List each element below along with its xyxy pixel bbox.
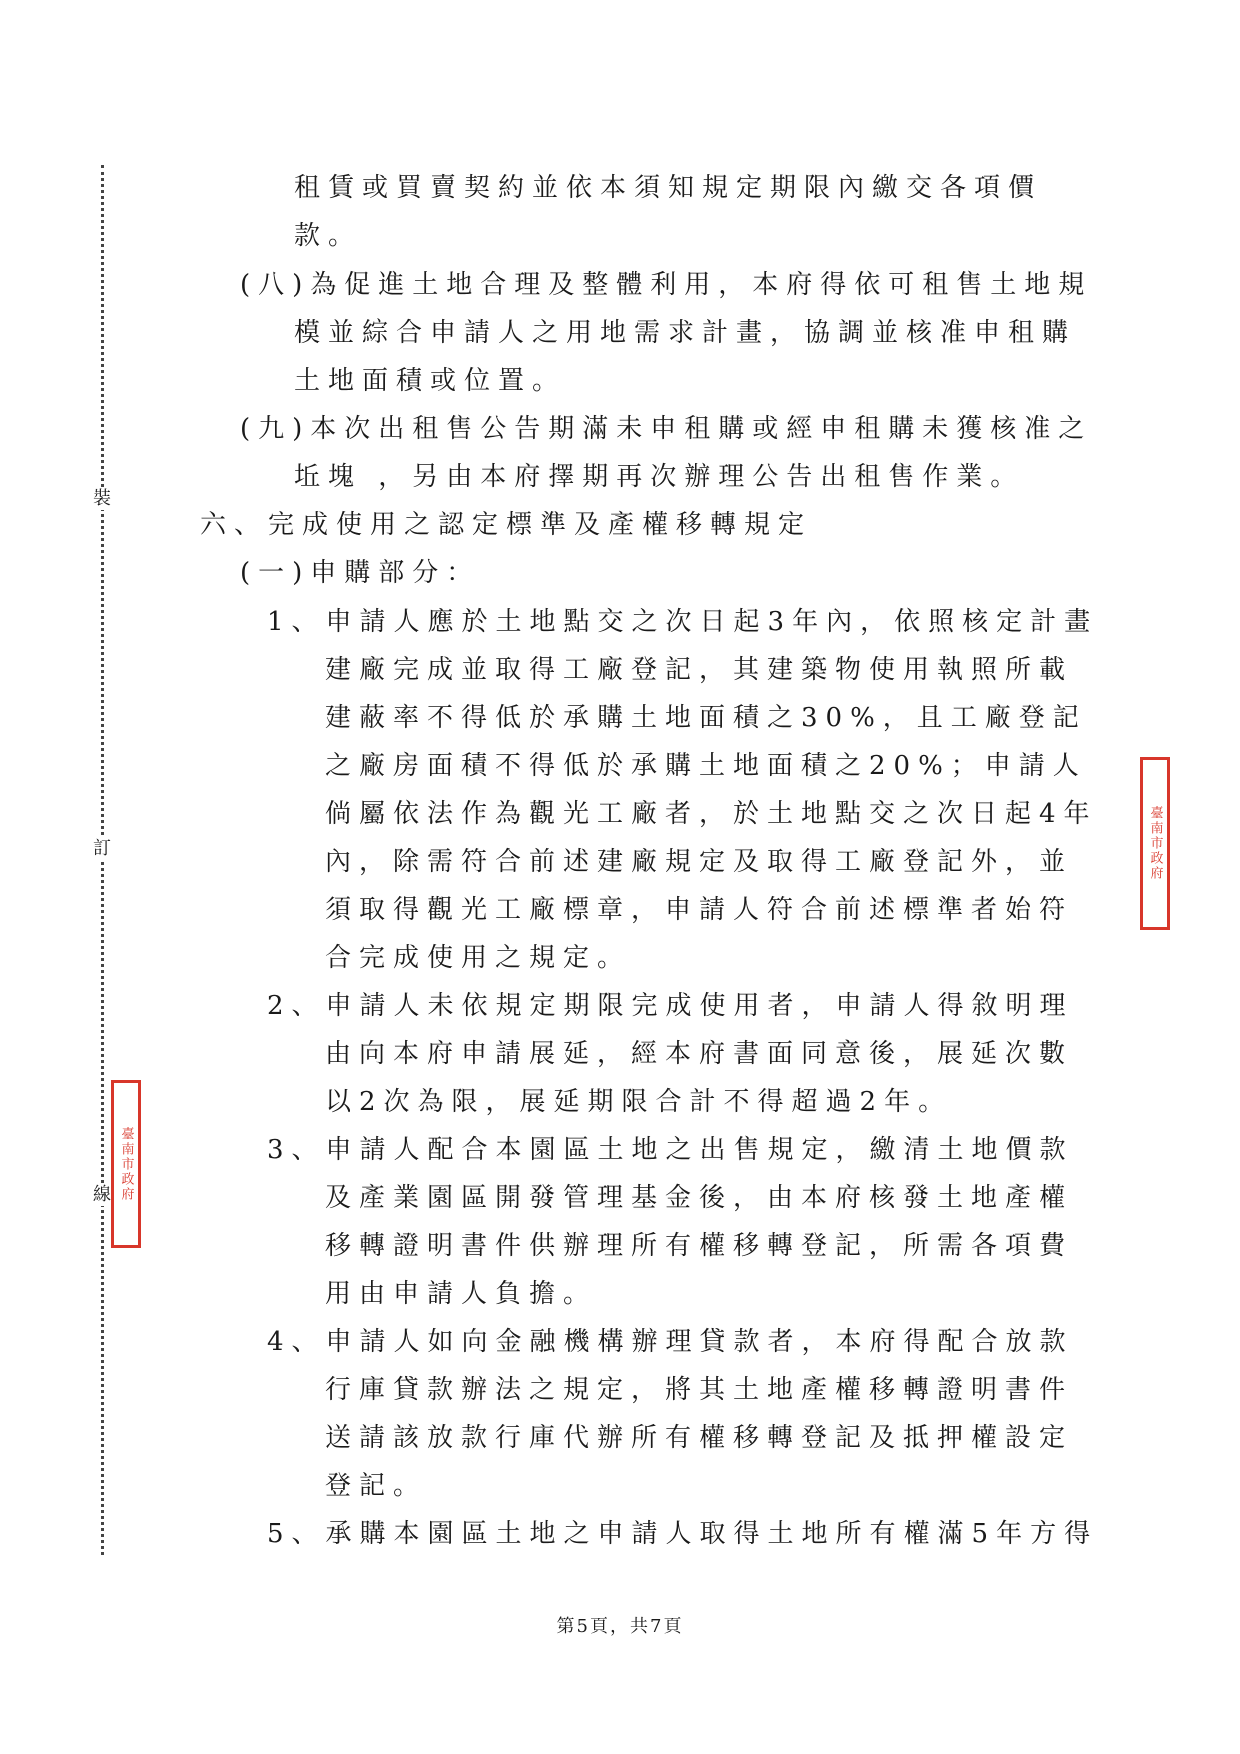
text-line: 登記。 [325,1471,428,1501]
text-line: 移轉證明書件供辦理所有權移轉登記，所需各項費 [325,1231,1074,1261]
numbered-item-5: 5、承購本園區土地之申請人取得土地所有權滿5年方得 [267,1519,1099,1549]
text-line: 土地面積或位置。 [294,366,567,396]
text-line: 合完成使用之規定。 [325,943,632,973]
page-number-footer: 第5頁，共7頁 [556,1616,684,1637]
text-line: 行庫貸款辦法之規定，將其土地產權移轉證明書件 [325,1375,1074,1405]
text-line: 租賃或買賣契約並依本須知規定期限內繳交各項價 [294,173,1043,203]
text-line: 建蔽率不得低於承購土地面積之30%，且工廠登記 [325,703,1087,733]
section-heading: 六、完成使用之認定標準及產權移轉規定 [200,510,813,540]
numbered-item-4: 4、申請人如向金融機構辦理貸款者，本府得配合放款 [267,1327,1074,1357]
list-item-9: (九)本次出租售公告期滿未申租購或經申租購未獲核准之 [240,414,1093,444]
text-line: 須取得觀光工廠標章，申請人符合前述標準者始符 [325,895,1074,925]
seal-stamp-right: 臺南市政府 [1140,757,1170,930]
numbered-item-3: 3、申請人配合本園區土地之出售規定，繳清土地價款 [267,1135,1074,1165]
numbered-item-1: 1、申請人應於土地點交之次日起3年內，依照核定計畫 [267,607,1099,637]
text-line: 倘屬依法作為觀光工廠者，於土地點交之次日起4年 [325,799,1098,829]
binding-label-zhuang: 裝 [93,488,111,509]
text-line: 以2次為限，展延期限合計不得超過2年。 [325,1087,953,1117]
numbered-item-2: 2、申請人未依規定期限完成使用者，申請人得敘明理 [267,991,1074,1021]
binding-label-ding: 訂 [93,838,111,859]
text-line: 及產業園區開發管理基金後，由本府核發土地產權 [325,1183,1074,1213]
text-line: 用由申請人負擔。 [325,1279,598,1309]
text-line: 模並綜合申請人之用地需求計畫，協調並核准申租購 [294,318,1077,348]
subsection-heading: (一)申購部分： [240,558,481,588]
binding-dotted-line [101,165,104,1555]
text-line: 坵塊 ，另由本府擇期再次辦理公告出租售作業。 [294,462,1025,492]
text-line: 之廠房面積不得低於承購土地面積之20%；申請人 [325,751,1087,781]
text-line: 由向本府申請展延，經本府書面同意後，展延次數 [325,1039,1074,1069]
binding-label-xian: 線 [93,1184,111,1205]
text-line: 內，除需符合前述建廠規定及取得工廠登記外，並 [325,847,1074,877]
list-item-8: (八)為促進土地合理及整體利用，本府得依可租售土地規 [240,270,1093,300]
text-line: 款。 [294,221,363,251]
text-line: 送請該放款行庫代辦所有權移轉登記及抵押權設定 [325,1423,1074,1453]
seal-stamp-left: 臺南市政府 [111,1080,141,1248]
text-line: 建廠完成並取得工廠登記，其建築物使用執照所載 [325,655,1074,685]
